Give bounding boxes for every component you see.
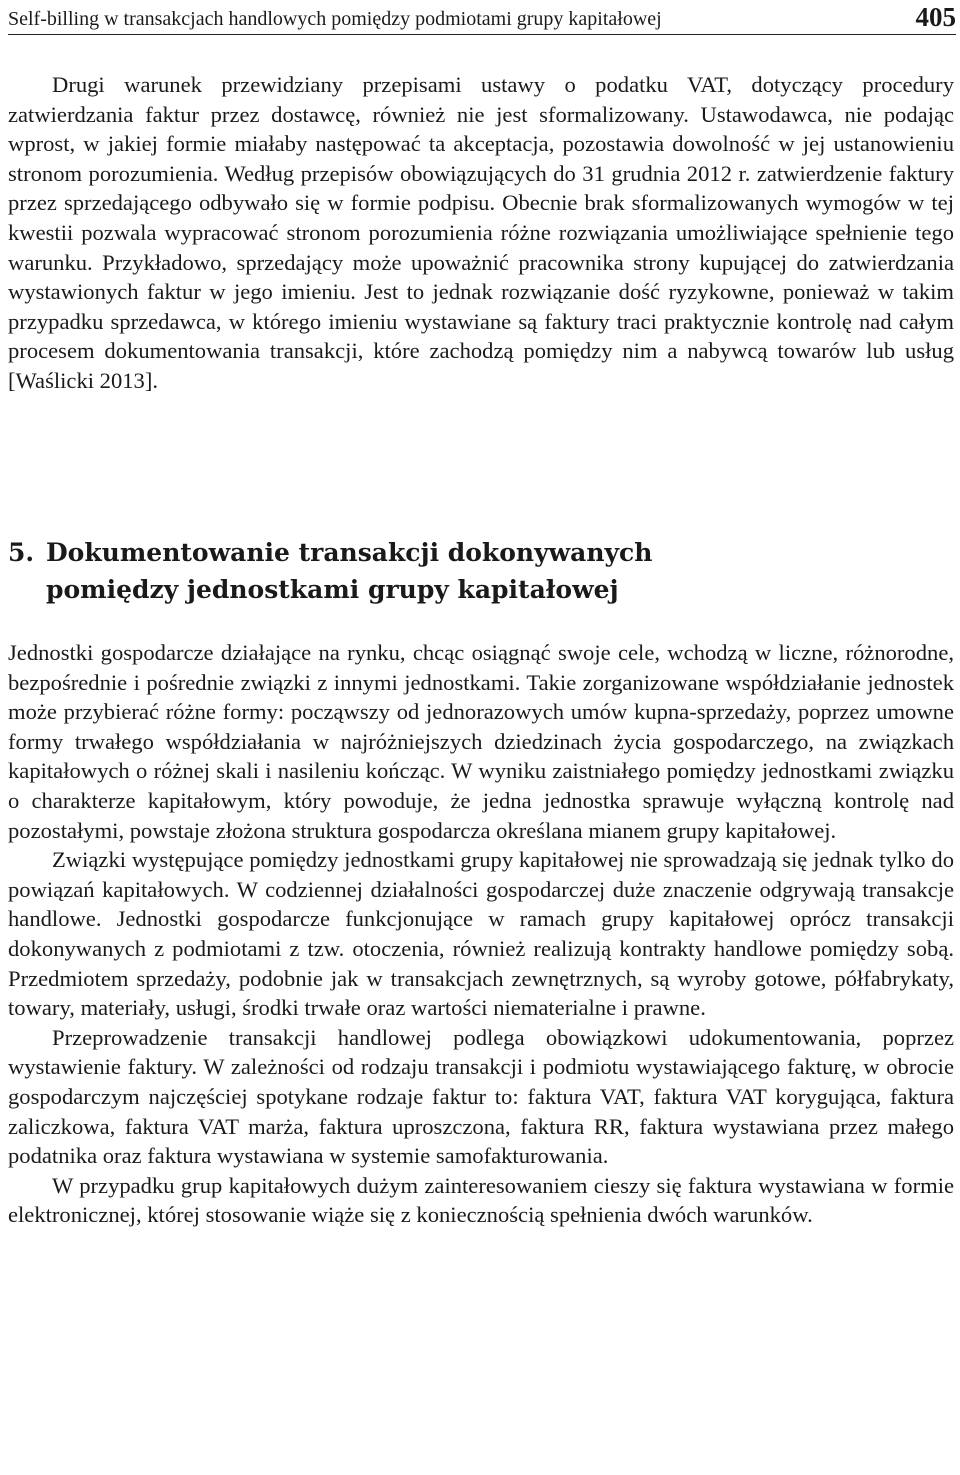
body-paragraph: Związki występujące pomiędzy jednostkami grupy kapitałowej nie sprowadzają się jednak tylko do powiązań kapitałowych. W codziennej działalności gospodarczej duże znaczenie odgrywają transakcje handlowe. Jednostki gospodarcze funkcjonujące w ramach grupy kapitałowej oprócz transakcji dokonywanych z podmiotami z tzw. otoczenia, również realizują kontrakty handlowe pomiędzy sobą. Przedmiotem sprzedaży, podobnie jak w transakcjach zewnętrznych, są wyroby gotowe, półfabrykaty, towary, materiały, usługi, środki trwałe oraz wartości niematerialne i prawne. bbox=[8, 847, 954, 1021]
section-title-line-1: Dokumentowanie transakcji dokonywanych bbox=[46, 538, 653, 567]
section-title-line-2: pomiędzy jednostkami grupy kapitałowej bbox=[46, 575, 619, 604]
body-paragraph: Jednostki gospodarcze działające na rynku, chcąc osiągnąć swoje cele, wchodzą w liczne, różnorodne, bezpośrednie i pośrednie związki z innymi jednostkami. Takie zorganizowane współdziałanie jednostek może przybierać różne formy: począwszy od jednorazowych umów kupna-sprzedaży, poprzez umowne formy trwałego współdziałania w najróżniejszych dziedzinach życia gospodarczego, na związkach kapitałowych o różnej skali i nasileniu kończąc. W wyniku zaistniałego pomiędzy jednostkami związku o charakterze kapitałowym, który powoduje, że jedna jednostka sprawuje wyłączną kontrolę nad pozostałymi, powstaje złożona struktura gospodarcza określana mianem grupy kapitałowej. bbox=[8, 640, 954, 843]
running-header bbox=[8, 4, 956, 35]
body-paragraph: W przypadku grup kapitałowych dużym zainteresowaniem cieszy się faktura wystawiana w formie elektronicznej, której stosowanie wiąże się z koniecznością spełnienia dwóch warunków. bbox=[8, 1172, 954, 1228]
section-body bbox=[8, 638, 954, 1230]
body-paragraph: Drugi warunek przewidziany przepisami ustawy o podatku VAT, dotyczący procedury zatwierdzania faktur przez dostawcę, również nie jest sformalizowany. Ustawodawca, nie podając wprost, w jakiej formie miałaby następować ta akceptacja, pozostawia dowolność w jej ustanowieniu stronom porozumienia. Według przepisów obowiązujących do 31 grudnia 2012 r. zatwierdzenie faktury przez sprzedającego odbywało się w formie podpisu. Obecnie brak sformalizowanych wymogów w tej kwestii pozwala wypracować stronom porozumienia różne rozwiązania umożliwiające spełnienie tego warunku. Przykładowo, sprzedający może upoważnić pracownika strony kupującej do zatwierdzania wystawionych faktur w jego imieniu. Jest to jednak rozwiązanie dość ryzykowne, ponieważ w takim przypadku sprzedawca, w którego imieniu wystawiane są faktury traci praktycznie kontrolę nad całym procesem dokumentowania transakcji, które zachodzą pomiędzy nim a nabywcą towarów lub usług [Waślicki 2013]. bbox=[8, 72, 954, 393]
page-number: 405 bbox=[915, 2, 956, 32]
intro-section bbox=[8, 70, 954, 396]
section-number: 5. bbox=[8, 538, 35, 567]
section-heading bbox=[8, 534, 954, 608]
running-title: Self-billing w transakcjach handlowych pomiędzy podmiotami grupy kapitałowej bbox=[8, 8, 662, 30]
body-paragraph: Przeprowadzenie transakcji handlowej podlega obowiązkowi udokumentowania, poprzez wystawienie faktury. W zależności od rodzaju transakcji i podmiotu wystawiającego fakturę, w obrocie gospodarczym najczęściej spotykane rodzaje faktur to: faktura VAT, faktura VAT korygująca, faktura zaliczkowa, faktura VAT marża, faktura uproszczona, faktura RR, faktura wystawiana przez małego podatnika oraz faktura wystawiana w systemie samofakturowania. bbox=[8, 1024, 954, 1169]
